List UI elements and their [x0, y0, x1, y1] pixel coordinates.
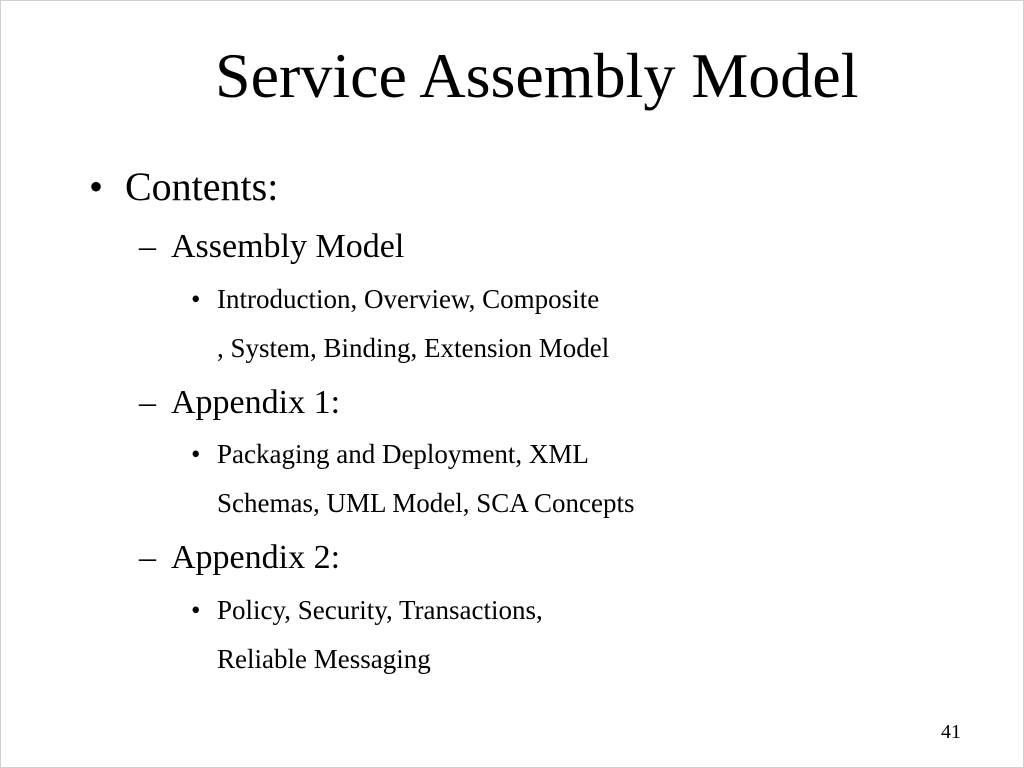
section-item — [191, 593, 543, 627]
bullet-marker: • — [191, 284, 201, 314]
section-heading: Assembly Model — [171, 228, 405, 265]
section-item-continuation: Reliable Messaging — [217, 644, 431, 674]
contents-label: Contents: — [125, 164, 279, 209]
dash-marker: – — [139, 384, 156, 421]
bullet-marker: • — [191, 595, 201, 625]
section-heading: Appendix 1: — [171, 384, 341, 421]
corner-mark — [3, 2, 37, 6]
section-item-text: Introduction, Overview, Composite — [217, 284, 600, 314]
section-appendix-1 — [139, 382, 340, 424]
section-appendix-2 — [139, 537, 340, 579]
section-item-continuation: , System, Binding, Extension Model — [217, 333, 610, 363]
slide-number: 41 — [941, 721, 961, 743]
slide-title: Service Assembly Model — [215, 40, 859, 111]
section-heading: Appendix 2: — [171, 539, 341, 576]
section-item-text: Packaging and Deployment, XML — [217, 439, 589, 469]
section-item-continuation: Schemas, UML Model, SCA Concepts — [217, 488, 635, 518]
dash-marker: – — [139, 539, 156, 576]
dash-marker: – — [139, 228, 156, 265]
section-assembly-model — [139, 226, 404, 268]
section-item — [191, 437, 589, 471]
bullet-marker: • — [89, 164, 104, 209]
section-item-text: Policy, Security, Transactions, — [217, 595, 543, 625]
bullet-marker: • — [191, 439, 201, 469]
section-item — [191, 282, 599, 316]
bullet-contents — [89, 163, 278, 211]
